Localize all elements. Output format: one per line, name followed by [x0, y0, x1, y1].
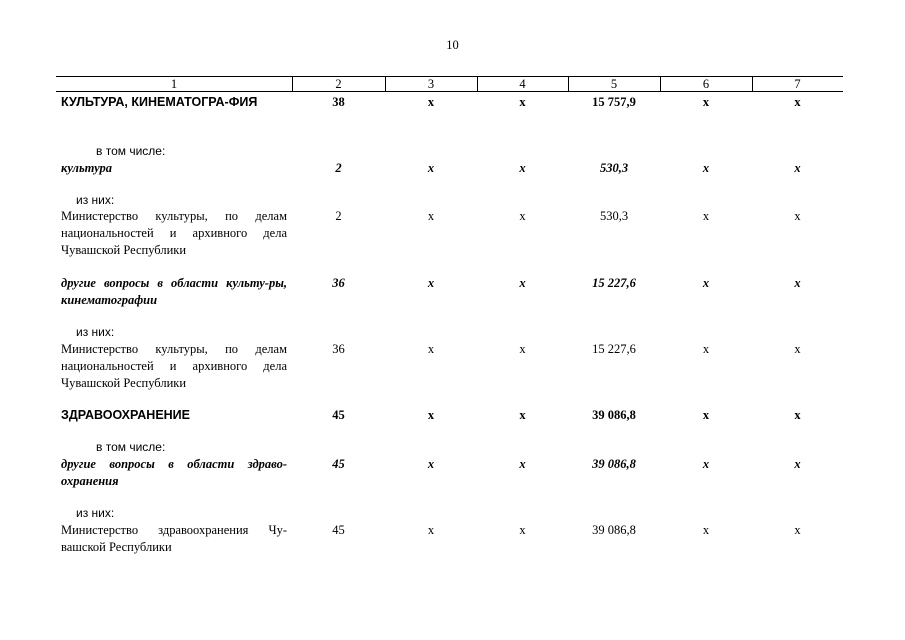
row-name: Министерство здравоохранения Чу-вашской Республики	[61, 523, 287, 554]
row-name: КУЛЬТУРА, КИНЕМАТОГРА-ФИЯ	[61, 95, 258, 109]
header-col-6: 6	[702, 77, 710, 91]
cell-col-2: 45	[332, 408, 345, 422]
cell-col-4: х	[519, 342, 526, 356]
header-col-1: 1	[170, 77, 178, 91]
of-them-note: из них:	[76, 193, 115, 207]
including-note: в том числе:	[96, 144, 166, 158]
cell-col-5: 15 227,6	[592, 342, 636, 356]
cell-col-4: х	[519, 161, 526, 175]
header-col-2: 2	[335, 77, 342, 91]
header-col-3: 3	[427, 77, 435, 91]
cell-col-3: х	[427, 523, 435, 537]
cell-col-5: 15 227,6	[592, 276, 636, 290]
row-name: другие вопросы в области здраво-охранения	[61, 457, 287, 488]
cell-col-7: х	[794, 457, 801, 471]
cell-col-5: 530,3	[599, 209, 629, 223]
header-col-5: 5	[610, 77, 618, 91]
cell-col-6: х	[702, 342, 710, 356]
including-note: в том числе:	[96, 440, 166, 454]
cell-col-7: х	[794, 342, 801, 356]
cell-col-4: х	[519, 523, 526, 537]
cell-col-5: 530,3	[599, 161, 629, 175]
cell-col-2: 45	[332, 523, 345, 537]
cell-col-4: х	[519, 276, 526, 290]
cell-col-3: х	[427, 95, 435, 109]
of-them-note: из них:	[76, 325, 115, 339]
cell-col-6: х	[702, 408, 710, 422]
header-col-4: 4	[519, 77, 526, 91]
cell-col-4: х	[519, 209, 526, 223]
row-name: Министерство культуры, по делам национальностей и архивного дела Чувашской Республики	[61, 342, 287, 390]
cell-col-5: 39 086,8	[592, 457, 636, 471]
cell-col-7: х	[794, 408, 801, 422]
cell-col-6: х	[702, 209, 710, 223]
table-header	[56, 76, 843, 92]
row-name: ЗДРАВООХРАНЕНИЕ	[61, 408, 191, 422]
cell-col-7: х	[794, 95, 801, 109]
cell-col-5: 15 757,9	[592, 95, 636, 109]
of-them-note: из них:	[76, 506, 115, 520]
cell-col-6: х	[702, 523, 710, 537]
cell-col-3: х	[427, 342, 435, 356]
cell-col-5: 39 086,8	[592, 408, 636, 422]
cell-col-6: х	[702, 161, 710, 175]
cell-col-7: х	[794, 209, 801, 223]
cell-col-7: х	[794, 523, 801, 537]
row-name: другие вопросы в области культу-ры, кинематографии	[61, 276, 287, 307]
cell-col-4: х	[519, 457, 526, 471]
cell-col-4: х	[519, 408, 526, 422]
cell-col-2: 2	[335, 161, 342, 175]
cell-col-6: х	[702, 95, 710, 109]
row-name: культура	[61, 161, 112, 175]
cell-col-2: 2	[335, 209, 342, 223]
cell-col-2: 36	[332, 342, 345, 356]
cell-col-6: х	[702, 276, 710, 290]
cell-col-4: х	[519, 95, 526, 109]
cell-col-5: 39 086,8	[592, 523, 636, 537]
page-number: 10	[446, 38, 459, 52]
cell-col-3: х	[427, 457, 435, 471]
cell-col-2: 45	[332, 457, 345, 471]
cell-col-7: х	[794, 161, 801, 175]
cell-col-3: х	[427, 408, 435, 422]
cell-col-2: 38	[332, 95, 345, 109]
row-name: Министерство культуры, по делам национальностей и архивного дела Чувашской Республики	[61, 209, 287, 257]
cell-col-6: х	[702, 457, 710, 471]
cell-col-2: 36	[332, 276, 345, 290]
header-col-7: 7	[794, 77, 801, 91]
cell-col-3: х	[427, 276, 435, 290]
cell-col-3: х	[427, 161, 435, 175]
cell-col-7: х	[794, 276, 801, 290]
cell-col-3: х	[427, 209, 435, 223]
